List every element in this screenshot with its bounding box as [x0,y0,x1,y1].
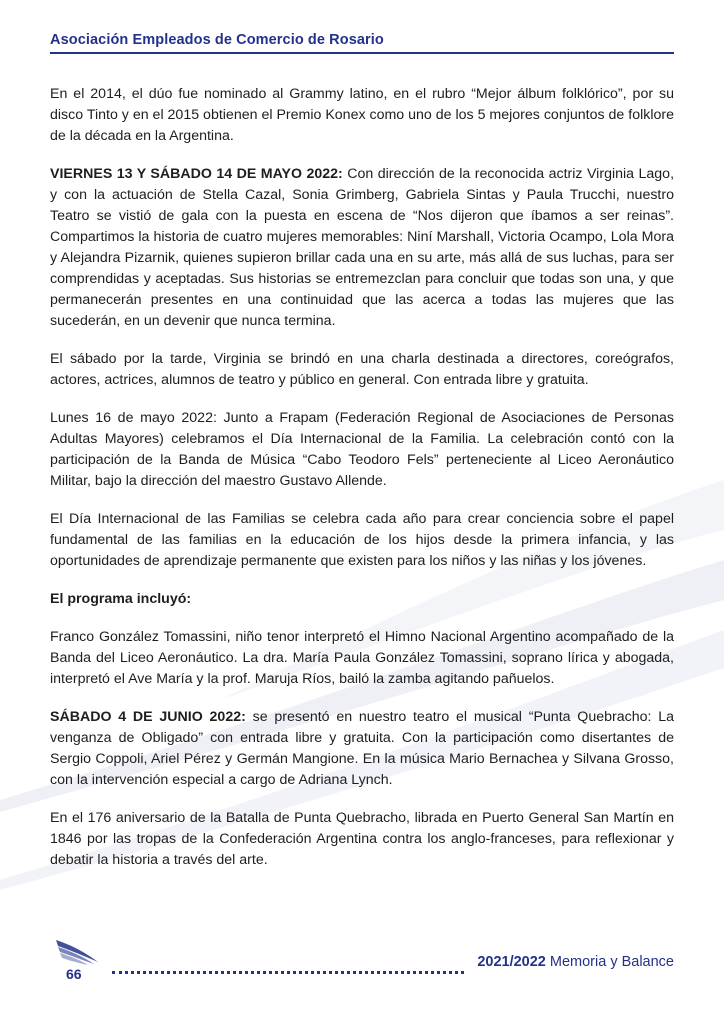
page-number: 66 [66,966,82,982]
paragraph-text: Con dirección de la reconocida actriz Virginia Lago, y con la actuación de Stella Cazal, Sonia Grimberg, Gabriela Sintas y Paula Trucchi, nuestro Teatro se vistió de gala con la puesta en escena de “Nos dijeron que íbamos a ser reinas”. Compartimos la historia de cuatro mujeres memorables: Niní Marshall, Victoria Ocampo, Lola Mora y Alejandra Pizarnik, quienes supieron brillar cada una en su arte, más allá de sus luchas, para ser comprendidas y aceptadas. Sus historias se entremezclan para concluir que todas son una, y que permanecerán presentes en una continuidad que las acerca a todas las mujeres que las sucederán, en un devenir que nunca termina. [50,166,675,329]
dotted-rule [112,971,464,974]
paragraph-punta-quebracho [50,707,674,791]
header-title: Asociación Empleados de Comercio de Rosario [50,32,384,48]
document-body [50,84,674,888]
paragraph-reinas [50,164,674,332]
wing-logo-icon [54,938,100,966]
footer-year: 2021/2022 [477,954,546,970]
paragraph-aniversario: En el 176 aniversario de la Batalla de Punta Quebracho, librada en Puerto General San Martín en 1846 por las tropas de la Confederación Argentina contra los anglo-franceses, para reflexionar y debatir la historia a través del arte. [50,810,674,868]
page-header [50,32,674,54]
paragraph-charla: El sábado por la tarde, Virginia se brindó en una charla destinada a directores, coreógrafos, actores, actrices, alumnos de teatro y público en general. Con entrada libre y gratuita. [50,351,674,388]
header-rule [50,52,674,54]
page-footer [0,938,724,998]
footer-title [477,954,674,970]
paragraph-text: se presentó en nuestro teatro el musical “Punta Quebracho: La venganza de Obligado” con entrada libre y gratuita. Con la participación como disertantes de Sergio Coppoli, Ariel Pérez y Germán Mangione. En la música Mario Bernachea y Silvana Grosso, con la intervención especial a cargo de Adriana Lynch. [50,709,674,788]
footer-label: Memoria y Balance [545,954,674,970]
paragraph-grammy: En el 2014, el dúo fue nominado al Grammy latino, en el rubro “Mejor álbum folklórico”, por su disco Tinto y en el 2015 obtienen el Premio Konex como uno de los 5 mejores conjuntos de folklore de la década en la Argentina. [50,86,674,144]
paragraph-dia-familias: El Día Internacional de las Familias se celebra cada año para crear conciencia sobre el papel fundamental de las familias en la educación de los hijos desde la primera infancia, y las oportunidades de aprendizaje permanente que existen para los niños y las niñas y los jóvenes. [50,511,674,569]
date-lead: SÁBADO 4 DE JUNIO 2022: [50,709,246,725]
programa-heading: El programa incluyó: [50,591,192,607]
paragraph-familia: Lunes 16 de mayo 2022: Junto a Frapam (Federación Regional de Asociaciones de Personas Adultas Mayores) celebramos el Día Internacional de la Familia. La celebración contó con la participación de la Banda de Música “Cabo Teodoro Fels” perteneciente al Liceo Aeronáutico Militar, bajo la dirección del maestro Gustavo Allende. [50,410,674,489]
date-lead: VIERNES 13 Y SÁBADO 14 DE MAYO 2022: [50,166,343,182]
paragraph-programa: Franco González Tomassini, niño tenor interpretó el Himno Nacional Argentino acompañado de la Banda del Liceo Aeronáutico. La dra. María Paula González Tomassini, soprano lírica y abogada, interpretó el Ave María y la prof. Maruja Ríos, bailó la zamba agitando pañuelos. [50,629,674,687]
